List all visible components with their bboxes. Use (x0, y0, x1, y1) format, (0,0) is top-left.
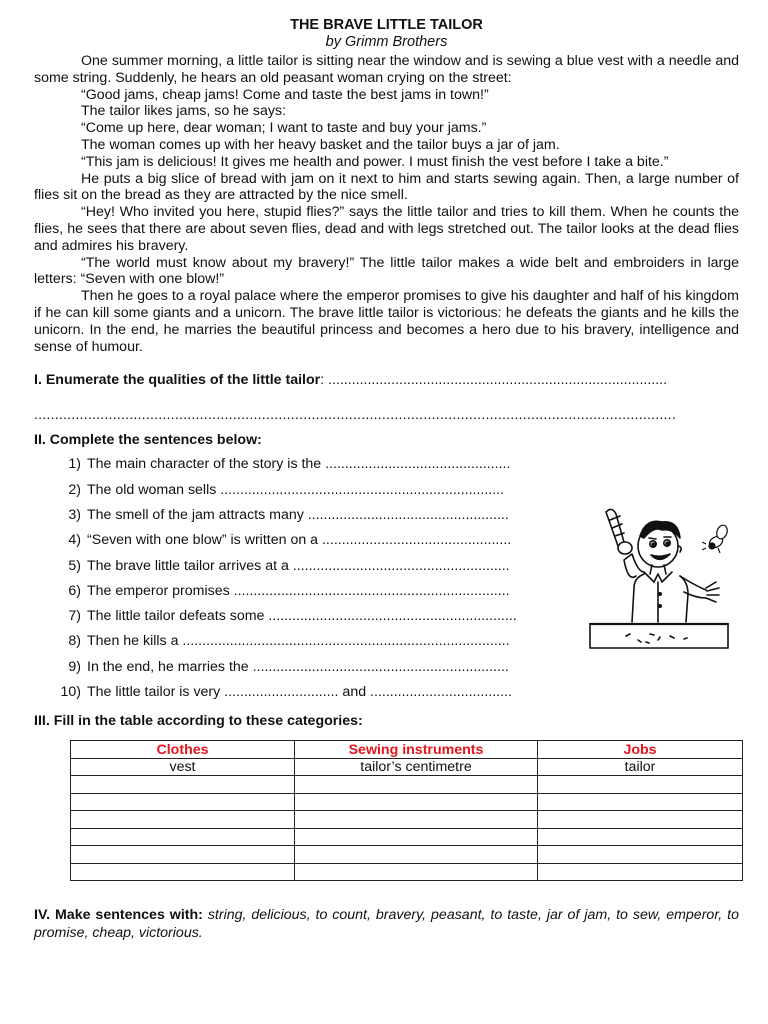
table-cell[interactable] (295, 863, 538, 881)
table-cell[interactable]: tailor’s centimetre (295, 758, 538, 776)
item-text: The emperor promises ...................................................................... (87, 582, 510, 599)
table-cell[interactable] (71, 793, 295, 811)
exercise-4-heading: IV. Make sentences with: (34, 907, 203, 924)
author-line: by Grimm Brothers (325, 34, 448, 50)
item-number: 10) (60, 684, 81, 701)
table-cell[interactable] (295, 793, 538, 811)
exercise-1-answer-line-2: ........................................................................................................................................................... (34, 407, 676, 424)
table-cell[interactable] (71, 828, 295, 846)
item-text: “Seven with one blow” is written on a ................................................ (87, 532, 512, 549)
story-paragraph: Then he goes to a royal palace where the emperor promises to give his daughter and half of his kingdom if he can kill some giants and a unicorn. The brave little tailor is victorious: he defeats the giants and he kills the unicorn. In the end, he marries the beautiful princess and becomes a hero due to his bravery, intelligence and sense of humour. (34, 288, 739, 355)
column-header-jobs: Jobs (538, 741, 743, 759)
exercise-1 (34, 371, 739, 389)
story-paragraph: “Come up here, dear woman; I want to taste and buy your jams.” (81, 120, 487, 137)
table-cell[interactable] (538, 846, 743, 864)
item-text: Then he kills a ................................................................................... (87, 633, 510, 650)
story-paragraph: The woman comes up with her heavy basket and the tailor buys a jar of jam. (81, 136, 560, 153)
exercise-4-word-list: string, delicious, to count, bravery, peasant, to taste, jar of jam, to sew, emperor, to promise, cheap, victorious. (34, 907, 739, 942)
story-paragraph: “Hey! Who invited you here, stupid flies?” says the little tailor and tries to kill them. When he counts the flies, he sees that there are about seven flies, dead and with legs stretched out. The tailor looks at the dead flies and admires his bravery. (34, 204, 739, 254)
item-text: The little tailor is very ............................. and .................................... (87, 684, 512, 701)
item-number: 9) (68, 658, 81, 675)
item-number: 8) (68, 633, 81, 650)
exercise-1-heading: I. Enumerate the qualities of the little tailor (34, 372, 321, 389)
story-paragraph: “Good jams, cheap jams! Come and taste the best jams in town!” (81, 86, 489, 103)
table-cell[interactable]: tailor (538, 758, 743, 776)
story-paragraph: The tailor likes jams, so he says: (81, 103, 287, 120)
table-cell[interactable] (538, 863, 743, 881)
item-text: In the end, he marries the ................................................................. (87, 658, 509, 675)
item-number: 6) (68, 582, 81, 599)
table-cell[interactable] (295, 846, 538, 864)
table-cell[interactable] (71, 863, 295, 881)
table-row (71, 793, 743, 811)
category-table (70, 740, 743, 881)
list-item (34, 455, 739, 480)
item-number: 3) (68, 506, 81, 523)
table-cell[interactable] (538, 828, 743, 846)
exercise-2-heading: II. Complete the sentences below: (34, 432, 262, 449)
table-cell[interactable] (538, 793, 743, 811)
table-cell[interactable] (295, 776, 538, 794)
table-row (71, 863, 743, 881)
table-row (71, 776, 743, 794)
story-paragraph: One summer morning, a little tailor is sitting near the window and is sewing a blue vest with a needle and some string. Suddenly, he hears an old peasant woman crying on the street: (34, 53, 739, 86)
table-cell[interactable] (71, 846, 295, 864)
table-cell[interactable]: vest (71, 758, 295, 776)
table-cell[interactable] (538, 811, 743, 829)
worksheet-page (34, 14, 739, 942)
item-number: 4) (68, 532, 81, 549)
story-paragraph: “The world must know about my bravery!” The little tailor makes a wide belt and embroiders in large letters: “Seven with one blow!” (34, 254, 739, 288)
table-row (71, 811, 743, 829)
story-paragraph: He puts a big slice of bread with jam on it next to him and starts sewing again. Then, a large number of flies sit on the bread as they are attracted by the nice smell. (34, 170, 739, 204)
exercise-1-answer-line: : ...................................................................................... (320, 372, 668, 389)
table-row (71, 828, 743, 846)
column-header-sewing-instruments: Sewing instruments (295, 741, 538, 759)
table-row (71, 846, 743, 864)
tailor-illustration (588, 502, 734, 652)
worksheet-title: THE BRAVE LITTLE TAILOR (290, 17, 483, 33)
item-text: The little tailor defeats some ............................................................... (87, 608, 517, 625)
table-cell[interactable] (295, 828, 538, 846)
table-cell[interactable] (295, 811, 538, 829)
list-item (34, 683, 739, 708)
list-item (34, 658, 739, 683)
item-text: The old woman sells ........................................................................ (87, 481, 505, 498)
table-cell[interactable] (71, 811, 295, 829)
exercise-3 (34, 712, 739, 881)
item-number: 5) (68, 557, 81, 574)
exercise-4 (34, 906, 739, 942)
story-text (34, 53, 739, 355)
item-text: The smell of the jam attracts many ................................................... (87, 506, 509, 523)
item-number: 1) (68, 456, 81, 473)
table-cell[interactable] (71, 776, 295, 794)
story-paragraph: “This jam is delicious! It gives me health and power. I must finish the vest before I take a bite.” (81, 153, 669, 170)
item-text: The brave little tailor arrives at a ....................................................... (87, 557, 510, 574)
column-header-clothes: Clothes (71, 741, 295, 759)
exercise-3-heading: III. Fill in the table according to these categories: (34, 713, 363, 730)
item-number: 2) (68, 481, 81, 498)
table-cell[interactable] (538, 776, 743, 794)
item-number: 7) (68, 608, 81, 625)
table-header-row (71, 741, 743, 759)
table-row (71, 758, 743, 776)
item-text: The main character of the story is the ............................................... (87, 456, 511, 473)
